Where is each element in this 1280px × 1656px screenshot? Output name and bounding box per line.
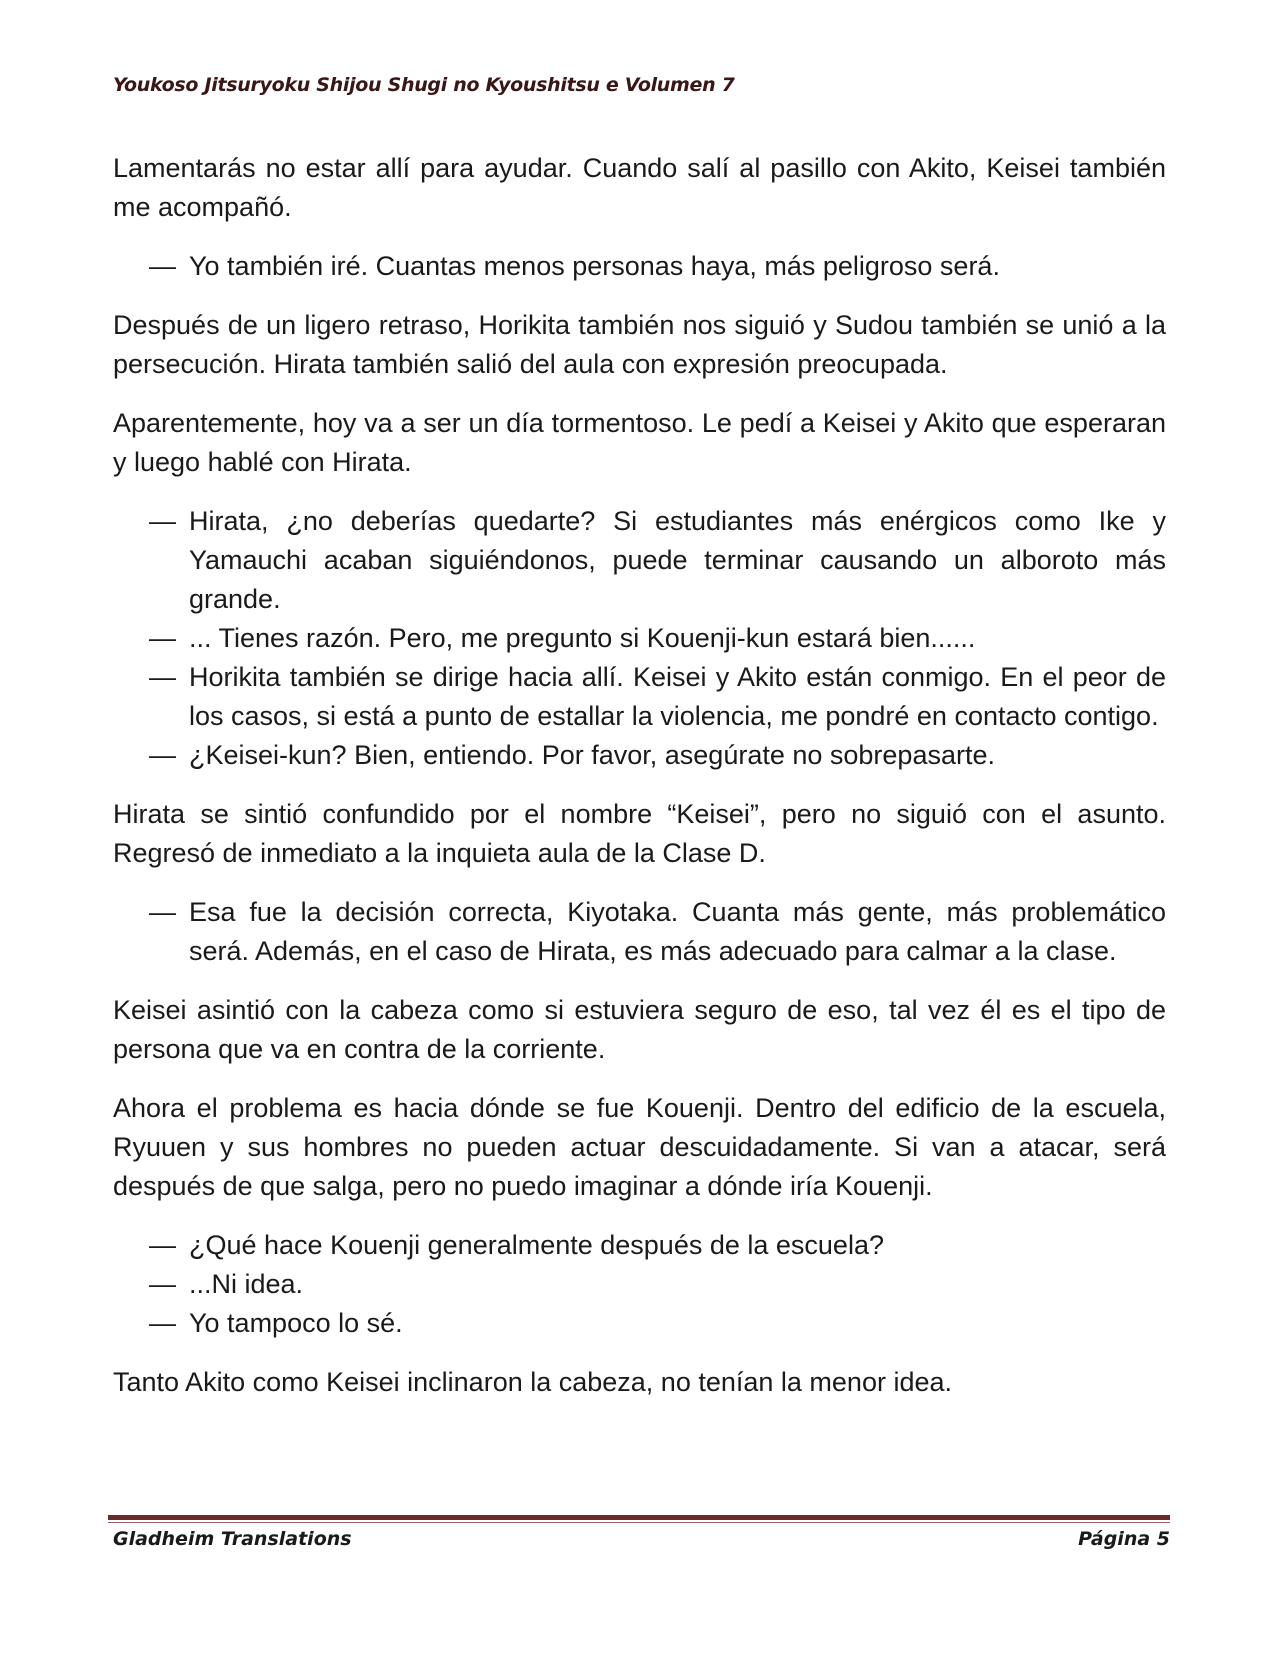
paragraph: Lamentarás no estar allí para ayudar. Cuando salí al pasillo con Akito, Keisei también me acompañó. <box>113 153 1166 222</box>
dialogue-line <box>113 893 1166 971</box>
dialogue-text: Yo también iré. Cuantas menos personas haya, más peligroso será. <box>189 251 1000 281</box>
footer-credit: Gladheim Translations <box>113 1528 352 1550</box>
dialogue-text: Yo tampoco lo sé. <box>189 1308 403 1338</box>
dialogue-dash: — <box>149 662 176 692</box>
running-header: Youkoso Jitsuryoku Shijou Shugi no Kyoushitsu e Volumen 7 <box>113 74 735 96</box>
dialogue-block <box>113 893 1166 971</box>
dialogue-line <box>113 736 1166 775</box>
dialogue-dash: — <box>149 623 176 653</box>
dialogue-text: Esa fue la decisión correcta, Kiyotaka. Cuanta más gente, más problemático será. Además, en el caso de Hirata, es más adecuado para calmar a la clase. <box>189 897 1166 966</box>
page-number: Página 5 <box>1078 1528 1170 1550</box>
dialogue-block <box>113 502 1166 775</box>
dialogue-dash: — <box>149 506 176 536</box>
dialogue-dash: — <box>149 1308 176 1338</box>
paragraph: Después de un ligero retraso, Horikita también nos siguió y Sudou también se unió a la persecución. Hirata también salió del aula con expresión preocupada. <box>113 310 1166 379</box>
page-body <box>113 149 1166 1422</box>
dialogue-dash: — <box>149 1269 176 1299</box>
dialogue-text: ¿Qué hace Kouenji generalmente después de la escuela? <box>189 1230 884 1260</box>
dialogue-text: Horikita también se dirige hacia allí. Keisei y Akito están conmigo. En el peor de los casos, si está a punto de estallar la violencia, me pondré en contacto contigo. <box>189 662 1166 731</box>
dialogue-text: ... Tienes razón. Pero, me pregunto si Kouenji-kun estará bien...... <box>189 623 976 653</box>
dialogue-line <box>113 1304 1166 1343</box>
dialogue-line <box>113 247 1166 286</box>
dialogue-line <box>113 1265 1166 1304</box>
paragraph: Ahora el problema es hacia dónde se fue Kouenji. Dentro del edificio de la escuela, Ryuuen y sus hombres no pueden actuar descuidadamente. Si van a atacar, será después de que salga, pero no puedo imaginar a dónde iría Kouenji. <box>113 1093 1166 1201</box>
dialogue-line <box>113 658 1166 736</box>
dialogue-text: ¿Keisei-kun? Bien, entiendo. Por favor, asegúrate no sobrepasarte. <box>189 740 995 770</box>
paragraph: Tanto Akito como Keisei inclinaron la cabeza, no tenían la menor idea. <box>113 1367 953 1397</box>
dialogue-line <box>113 1226 1166 1265</box>
dialogue-line <box>113 502 1166 619</box>
paragraph: Hirata se sintió confundido por el nombre “Keisei”, pero no siguió con el asunto. Regresó de inmediato a la inquieta aula de la Clase D. <box>113 799 1166 868</box>
paragraph: Keisei asintió con la cabeza como si estuviera seguro de eso, tal vez él es el tipo de persona que va en contra de la corriente. <box>113 995 1166 1064</box>
paragraph: Aparentemente, hoy va a ser un día tormentoso. Le pedí a Keisei y Akito que esperaran y luego hablé con Hirata. <box>113 408 1166 477</box>
dialogue-dash: — <box>149 897 176 927</box>
dialogue-text: ...Ni idea. <box>189 1269 304 1299</box>
dialogue-block <box>113 1226 1166 1343</box>
dialogue-block <box>113 247 1166 286</box>
dialogue-text: Hirata, ¿no deberías quedarte? Si estudiantes más enérgicos como Ike y Yamauchi acaban siguiéndonos, puede terminar causando un alboroto más grande. <box>189 506 1166 614</box>
dialogue-dash: — <box>149 740 176 770</box>
dialogue-dash: — <box>149 251 176 281</box>
footer-rule <box>108 1515 1170 1520</box>
dialogue-line <box>113 619 1166 658</box>
footer-rule-thin <box>108 1522 1170 1523</box>
dialogue-dash: — <box>149 1230 176 1260</box>
